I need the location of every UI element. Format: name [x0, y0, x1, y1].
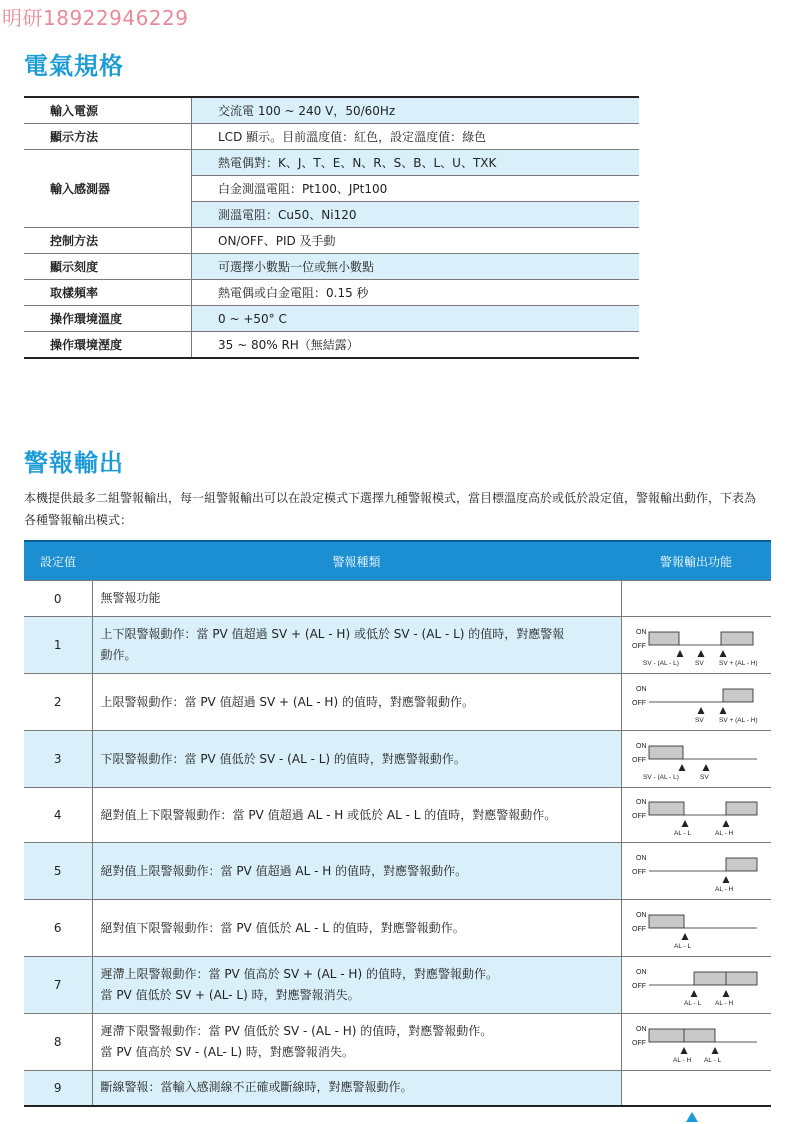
threshold-label: SV + (AL - H): [718, 717, 758, 724]
alarm-waveform: [622, 621, 770, 669]
header-alarm-type: 警報種類: [92, 541, 621, 581]
spec-value: 白金測溫電阻：Pt100、JPt100: [192, 176, 640, 202]
alarm-header-row: [24, 541, 771, 581]
spec-key: 顯示方法: [24, 124, 192, 150]
scroll-top-arrow-icon[interactable]: [686, 1112, 698, 1122]
spec-value: ON/OFF、PID 及手動: [192, 228, 640, 254]
off-label: OFF: [631, 700, 646, 707]
threshold-arrow-icon: [722, 990, 729, 997]
alarm-description-line: 絕對值上下限警報動作：當 PV 值超過 AL - H 或低於 AL - L 的值時，對應警報動作。: [100, 807, 557, 822]
threshold-arrow-icon: [702, 764, 709, 771]
alarm-description-line: 當 PV 值低於 SV + (AL- L) 時，對應警報消失。: [100, 988, 360, 1002]
alarm-output-diagram: [621, 1071, 771, 1106]
alarm-row: [24, 1014, 771, 1071]
alarm-waveform: [622, 961, 770, 1009]
threshold-label: AL - L: [673, 830, 691, 837]
alarm-description: [92, 674, 621, 731]
alarm-row: [24, 900, 771, 957]
on-label: ON: [635, 629, 646, 636]
watermark: 明研18922946229: [2, 6, 189, 30]
off-label: OFF: [631, 1040, 646, 1047]
off-label: OFF: [631, 643, 646, 650]
spec-key: 輸入感測器: [24, 150, 192, 228]
off-label: OFF: [631, 757, 646, 764]
alarm-code: 3: [24, 731, 92, 788]
alarm-code: 0: [24, 581, 92, 617]
threshold-arrow-icon: [697, 707, 704, 714]
alarm-description-line: 動作。: [100, 648, 137, 662]
spec-value: 可選擇小數點一位或無小數點: [192, 254, 640, 280]
spec-key: 操作環境溫度: [24, 306, 192, 332]
alarm-row: [24, 674, 771, 731]
threshold-arrow-icon: [676, 650, 683, 657]
threshold-label: AL - H: [672, 1057, 691, 1064]
threshold-arrow-icon: [680, 1047, 687, 1054]
alarm-output-diagram: [621, 843, 771, 900]
on-label: ON: [635, 1026, 646, 1033]
alarm-waveform: [622, 1018, 770, 1066]
alarm-intro: 本機提供最多二組警報輸出，每一組警報輸出可以在設定模式下選擇九種警報模式，當目標溫度高於或低於設定值，警報輸出動作，下表為各種警報輸出模式：: [24, 491, 757, 527]
on-state-box: [726, 802, 757, 815]
spec-value: 35 ~ 80% RH（無結露）: [192, 332, 640, 359]
alarm-output-diagram: [621, 731, 771, 788]
threshold-arrow-icon: [719, 650, 726, 657]
threshold-label: AL - L: [673, 943, 691, 950]
threshold-label: SV - (AL - L): [642, 774, 679, 781]
alarm-description-line: 上下限警報動作：當 PV 值超過 SV + (AL - H) 或低於 SV - (AL - L) 的值時，對應警報: [100, 627, 565, 641]
header-alarm-function: 警報輸出功能: [621, 541, 771, 581]
on-state-box: [649, 746, 683, 759]
spec-row: [24, 332, 639, 359]
alarm-waveform: [622, 735, 770, 783]
threshold-label: AL - L: [683, 1000, 701, 1007]
alarm-code: 4: [24, 788, 92, 843]
alarm-code: 5: [24, 843, 92, 900]
alarm-description: [92, 788, 621, 843]
spec-key: 顯示刻度: [24, 254, 192, 280]
threshold-arrow-icon: [711, 1047, 718, 1054]
alarm-description: [92, 581, 621, 617]
on-label: ON: [635, 969, 646, 976]
off-label: OFF: [631, 869, 646, 876]
alarm-code: 9: [24, 1071, 92, 1106]
threshold-label: SV: [699, 774, 709, 781]
threshold-arrow-icon: [719, 707, 726, 714]
spec-value: 熱電偶對：K、J、T、E、N、R、S、B、L、U、TXK: [192, 150, 640, 176]
alarm-row: [24, 617, 771, 674]
on-state-box: [694, 972, 757, 985]
alarm-output-title: 警報輸出: [24, 449, 124, 477]
alarm-description: [92, 900, 621, 957]
on-label: ON: [635, 686, 646, 693]
alarm-output-diagram: [621, 957, 771, 1014]
alarm-row: [24, 957, 771, 1014]
spec-value: 交流電 100 ~ 240 V，50/60Hz: [192, 97, 640, 124]
alarm-description-line: 絕對值上限警報動作：當 PV 值超過 AL - H 的值時，對應警報動作。: [100, 863, 468, 878]
spec-key: 控制方法: [24, 228, 192, 254]
threshold-arrow-icon: [681, 933, 688, 940]
alarm-row: [24, 1071, 771, 1106]
alarm-waveform: [622, 904, 770, 952]
threshold-arrow-icon: [681, 820, 688, 827]
threshold-label: AL - H: [714, 1000, 733, 1007]
off-label: OFF: [631, 983, 646, 990]
on-label: ON: [635, 743, 646, 750]
on-state-box: [723, 689, 753, 702]
on-state-box: [649, 1029, 715, 1042]
alarm-waveform: [622, 847, 770, 895]
alarm-code: 8: [24, 1014, 92, 1071]
threshold-label: AL - H: [714, 886, 733, 893]
alarm-row: [24, 788, 771, 843]
on-label: ON: [635, 799, 646, 806]
alarm-row: [24, 843, 771, 900]
alarm-description: [92, 957, 621, 1014]
alarm-description: [92, 1071, 621, 1106]
spec-row: [24, 150, 639, 176]
spec-key: 操作環境溼度: [24, 332, 192, 359]
threshold-arrow-icon: [697, 650, 704, 657]
alarm-waveform: [622, 791, 770, 839]
threshold-arrow-icon: [722, 876, 729, 883]
spec-key: 取樣頻率: [24, 280, 192, 306]
on-state-box: [721, 632, 753, 645]
threshold-label: SV: [694, 660, 704, 667]
threshold-arrow-icon: [690, 990, 697, 997]
spec-value: 0 ~ +50° C: [192, 306, 640, 332]
on-label: ON: [635, 912, 646, 919]
alarm-description: [92, 731, 621, 788]
spec-row: [24, 124, 639, 150]
alarm-description-line: 絕對值下限警報動作：當 PV 值低於 AL - L 的值時，對應警報動作。: [100, 920, 465, 935]
alarm-description-line: 下限警報動作：當 PV 值低於 SV - (AL - L) 的值時，對應警報動作。: [100, 751, 466, 766]
alarm-output-diagram: [621, 617, 771, 674]
electrical-spec-table: [24, 96, 639, 359]
threshold-arrow-icon: [722, 820, 729, 827]
spec-row: [24, 97, 639, 124]
off-label: OFF: [631, 926, 646, 933]
on-state-box: [726, 858, 757, 871]
alarm-description-line: 遲滯下限警報動作：當 PV 值低於 SV - (AL - H) 的值時，對應警報動作。: [100, 1024, 493, 1038]
spec-row: [24, 254, 639, 280]
alarm-description: [92, 843, 621, 900]
on-state-box: [649, 802, 684, 815]
alarm-row: [24, 731, 771, 788]
alarm-mode-table: [24, 540, 771, 1107]
alarm-waveform: [622, 678, 770, 726]
alarm-description-line: 無警報功能: [100, 591, 161, 605]
spec-key: 輸入電源: [24, 97, 192, 124]
threshold-label: SV + (AL - H): [718, 660, 758, 667]
spec-value: 熱電偶或白金電阻：0.15 秒: [192, 280, 640, 306]
spec-value: LCD 顯示。目前溫度值：紅色，設定溫度值：綠色: [192, 124, 640, 150]
threshold-label: SV: [694, 717, 704, 724]
alarm-description-line: 斷線警報：當輸入感測線不正確或斷線時，對應警報動作。: [100, 1080, 413, 1095]
threshold-label: AL - H: [714, 830, 733, 837]
alarm-code: 2: [24, 674, 92, 731]
spec-row: [24, 280, 639, 306]
alarm-output-diagram: [621, 900, 771, 957]
spec-row: [24, 228, 639, 254]
spec-value: 測溫電阻：Cu50、Ni120: [192, 202, 640, 228]
alarm-code: 7: [24, 957, 92, 1014]
threshold-label: SV - (AL - L): [642, 660, 679, 667]
alarm-description: [92, 617, 621, 674]
alarm-description-line: 遲滯上限警報動作：當 PV 值高於 SV + (AL - H) 的值時，對應警報動作。: [100, 967, 498, 981]
alarm-output-diagram: [621, 788, 771, 843]
alarm-output-diagram: [621, 674, 771, 731]
alarm-description: [92, 1014, 621, 1071]
on-state-box: [649, 915, 684, 928]
electrical-spec-title: 電氣規格: [24, 52, 124, 80]
alarm-code: 1: [24, 617, 92, 674]
alarm-description-line: 當 PV 值高於 SV - (AL- L) 時，對應警報消失。: [100, 1045, 354, 1059]
threshold-arrow-icon: [678, 764, 685, 771]
off-label: OFF: [631, 813, 646, 820]
alarm-row: [24, 581, 771, 617]
alarm-output-diagram: [621, 1014, 771, 1071]
threshold-label: AL - L: [703, 1057, 721, 1064]
header-setting-value: 設定值: [24, 541, 92, 581]
alarm-description-line: 上限警報動作：當 PV 值超過 SV + (AL - H) 的值時，對應警報動作。: [100, 694, 474, 709]
on-state-box: [649, 632, 679, 645]
alarm-code: 6: [24, 900, 92, 957]
on-label: ON: [635, 855, 646, 862]
alarm-output-diagram: [621, 581, 771, 617]
spec-row: [24, 306, 639, 332]
